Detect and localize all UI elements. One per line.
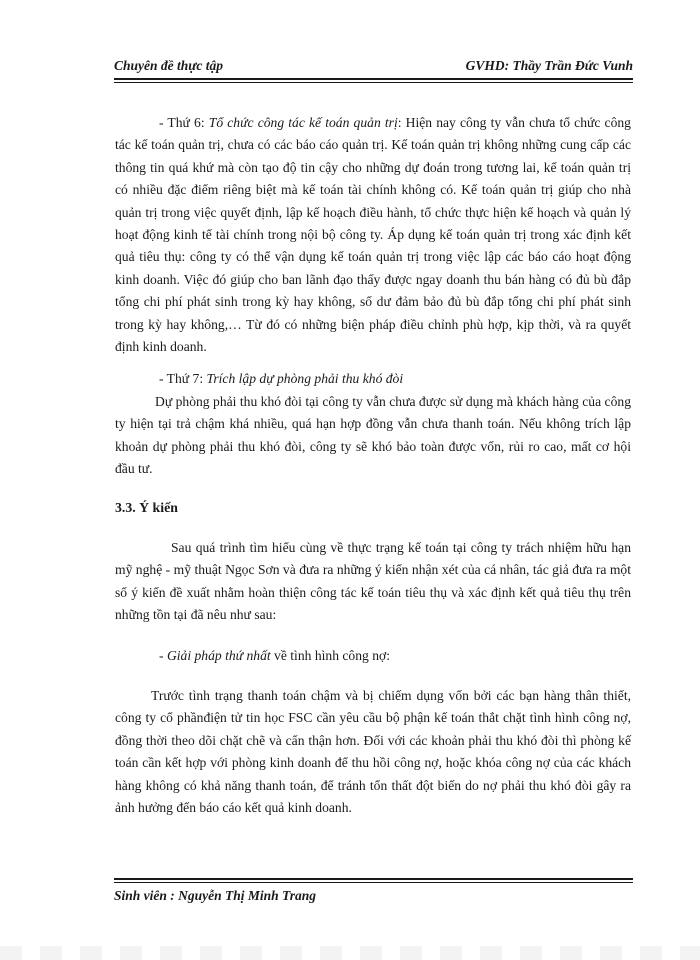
footer-rule-thin [114, 882, 633, 883]
header-right-advisor: GVHD: Thầy Trần Đức Vunh [465, 58, 633, 73]
page-footer: Sinh viên : Nguyễn Thị Minh Trang [114, 888, 317, 903]
paragraph-solution-body: Trước tình trạng thanh toán chậm và bị chiếm dụng vốn bởi các bạn hàng thân thiết, công ty cổ phầnđiện tử tin học FSC cần yêu cầu bộ phận kế toán thắt chặt tình hình công nợ, đồng thời theo dõi chặt chẽ và cẩn thận hơn. Đối với các khoản phải thu khó đòi thì phòng kế toán cần kết hợp với phòng kinh doanh để thu hồi công nợ, hoặc khóa công nợ của các khách hàng không có khả năng thanh toán, để tránh tổn thất đột biến do nợ phải thu khó đòi gây ra ảnh hưởng đến báo cáo kết quả kinh doanh. [115, 687, 631, 815]
document-body [115, 112, 631, 819]
thu6-body: : Hiện nay công ty vẫn chưa tổ chức công tác kế toán quản trị, chưa có các báo cáo quản trị. Kế toán quản trị không những cung cấp các thông tin quá khứ mà còn tạo độ tin cậy cho những dự đoán trong tương lai, kế toán quản trị có nhiều đặc điểm riêng biệt mà kế toán tài chính không có. Kế toán quản trị giúp cho nhà quản trị trong việc quyết định, lập kế hoạch điều hành, tổ chức thực hiện kế hoạch và quản lý hoạt động kinh tế tài chính trong nội bộ công ty. Áp dụng kế toán quản trị trong xác định kết quả tiêu thụ: công ty có thể vận dụng kế toán quản trị trong việc lập các báo cáo hoạt động kinh doanh. Việc đó giúp cho ban lãnh đạo thấy được ngay doanh thu bán hàng có đủ bù đắp tổng chi phí phát sinh trong kỳ hay không, số dư đảm bảo đủ bù đắp tổng chi phí phát sinh trong kỳ hay không,… Từ đó có những biện pháp điều chỉnh phù hợp, kịp thời, và ra quyết định kinh doanh. [115, 115, 631, 355]
header-rule-thin [114, 82, 633, 83]
footer-rule-thick [114, 878, 633, 880]
solution-prefix: - [159, 647, 167, 663]
paragraph-y-kien-intro: Sau quá trình tìm hiểu cùng về thực trạng kế toán tại công ty trách nhiệm hữu hạn mỹ nghệ - mỹ thuật Ngọc Sơn và đưa ra những ý kiến nhận xét của cá nhân, tác giả đưa ra một số ý kiến đề xuất nhằm hoàn thiện công tác kế toán tiêu thụ và xác định kết quả tiêu thụ trên những tồn tại đã nêu như sau: [115, 539, 631, 623]
section-heading-y-kien: 3.3. Ý kiến [115, 499, 178, 515]
header-rule-thick [114, 78, 633, 80]
thu7-prefix: - Thứ 7: [159, 371, 207, 387]
solution-title: Giải pháp thứ nhất [166, 647, 271, 663]
page-bottom-edge [0, 946, 700, 960]
header-left-title: Chuyên đề thực tập [114, 58, 223, 73]
paragraph-thu-7-body: Dự phòng phải thu khó đòi tại công ty vẫn chưa được sử dụng mà khách hàng của công ty hiện tại trả chậm khá nhiều, quá hạn hợp đồng vẫn chưa thanh toán. Nếu không trích lập khoản dự phòng phải thu khó đòi, công ty sẽ khó bảo toàn được vốn, rủi ro cao, mất cơ hội đầu tư. [115, 393, 631, 477]
thu6-prefix: - Thứ 6: [159, 115, 209, 130]
solution-suffix: về tình hình công nợ: [270, 647, 390, 663]
paragraph-solution-label [115, 645, 631, 667]
thu7-title: Trích lập dự phòng phải thu khó đòi [206, 371, 404, 387]
paragraph-thu-6 [115, 112, 631, 358]
paragraph-thu-7-label [115, 368, 631, 390]
thu6-title: Tổ chức công tác kế toán quản trị [208, 115, 398, 130]
page-header [114, 56, 633, 78]
